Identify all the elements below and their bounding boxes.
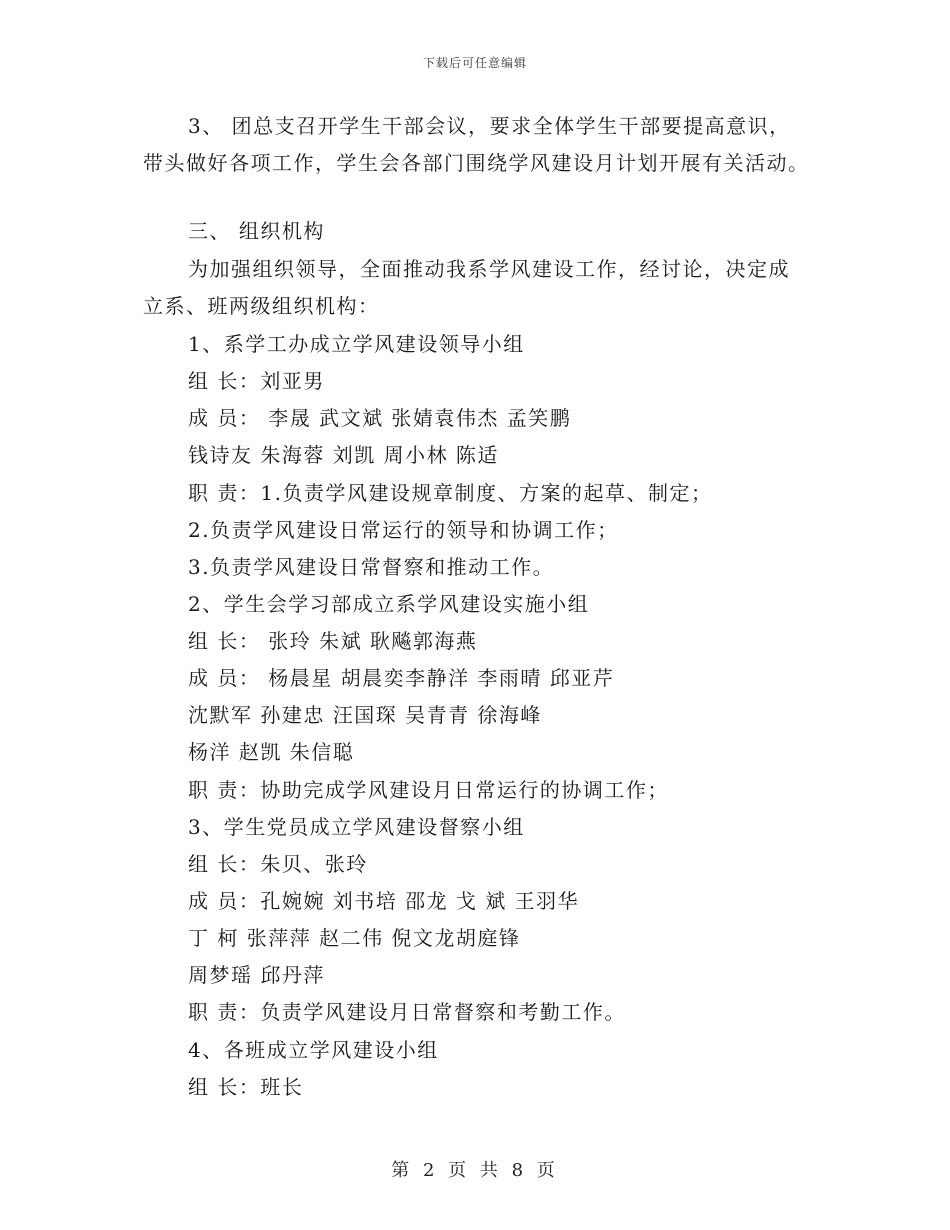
page-header: 下载后可任意编辑 bbox=[422, 56, 527, 70]
paragraph-line: 成 员： 李晟 武文斌 张婧袁伟杰 孟笑鹏 bbox=[188, 406, 572, 430]
paragraph-line: 丁 柯 张萍萍 赵二伟 倪文龙胡庭锋 bbox=[188, 926, 521, 950]
paragraph-line: 职 责：负责学风建设月日常督察和考勤工作。 bbox=[188, 1000, 626, 1024]
paragraph-line: 职 责：1.负责学风建设规章制度、方案的起草、制定； bbox=[188, 481, 713, 505]
paragraph-line: 带头做好各项工作，学生会各部门围绕学风建设月计划开展有关活动。 bbox=[143, 151, 810, 175]
paragraph-line: 组 长：班长 bbox=[188, 1075, 304, 1099]
paragraph-line: 2.负责学风建设日常运行的领导和协调工作； bbox=[188, 518, 619, 542]
subsection-heading: 3、学生党员成立学风建设督察小组 bbox=[188, 815, 525, 839]
paragraph-line: 周梦瑶 邱丹萍 bbox=[188, 963, 325, 987]
subsection-heading: 1、系学工办成立学风建设领导小组 bbox=[188, 332, 525, 356]
paragraph-line: 成 员：孔婉婉 刘书培 邵龙 戈 斌 王羽华 bbox=[188, 889, 580, 913]
paragraph-line: 钱诗友 朱海蓉 刘凯 周小林 陈适 bbox=[188, 443, 499, 467]
page-number-footer: 第 2 页 共 8 页 bbox=[391, 1160, 559, 1181]
paragraph-line: 职 责：协助完成学风建设月日常运行的协调工作； bbox=[188, 778, 669, 802]
paragraph-line: 组 长：朱贝、张玲 bbox=[188, 852, 368, 876]
subsection-heading: 2、学生会学习部成立系学风建设实施小组 bbox=[188, 592, 590, 616]
paragraph-line: 杨洋 赵凯 朱信聪 bbox=[188, 740, 355, 764]
subsection-heading: 4、各班成立学风建设小组 bbox=[188, 1038, 439, 1062]
paragraph-line: 组 长：刘亚男 bbox=[188, 369, 325, 393]
paragraph-line: 立系、班两级组织机构： bbox=[143, 294, 380, 318]
paragraph-line: 3、 团总支召开学生干部会议，要求全体学生干部要提高意识， bbox=[188, 114, 791, 138]
paragraph-line: 组 长： 张玲 朱斌 耿飚郭海燕 bbox=[188, 629, 478, 653]
paragraph-line: 沈默军 孙建忠 汪国琛 吴青青 徐海峰 bbox=[188, 703, 542, 727]
paragraph-line: 3.负责学风建设日常督察和推动工作。 bbox=[188, 555, 555, 579]
section-heading: 三、 组织机构 bbox=[188, 219, 325, 243]
paragraph-line: 成 员： 杨晨星 胡晨奕李静洋 李雨晴 邱亚芹 bbox=[188, 666, 615, 690]
paragraph-line: 为加强组织领导，全面推动我系学风建设工作，经讨论，决定成 bbox=[188, 257, 790, 281]
